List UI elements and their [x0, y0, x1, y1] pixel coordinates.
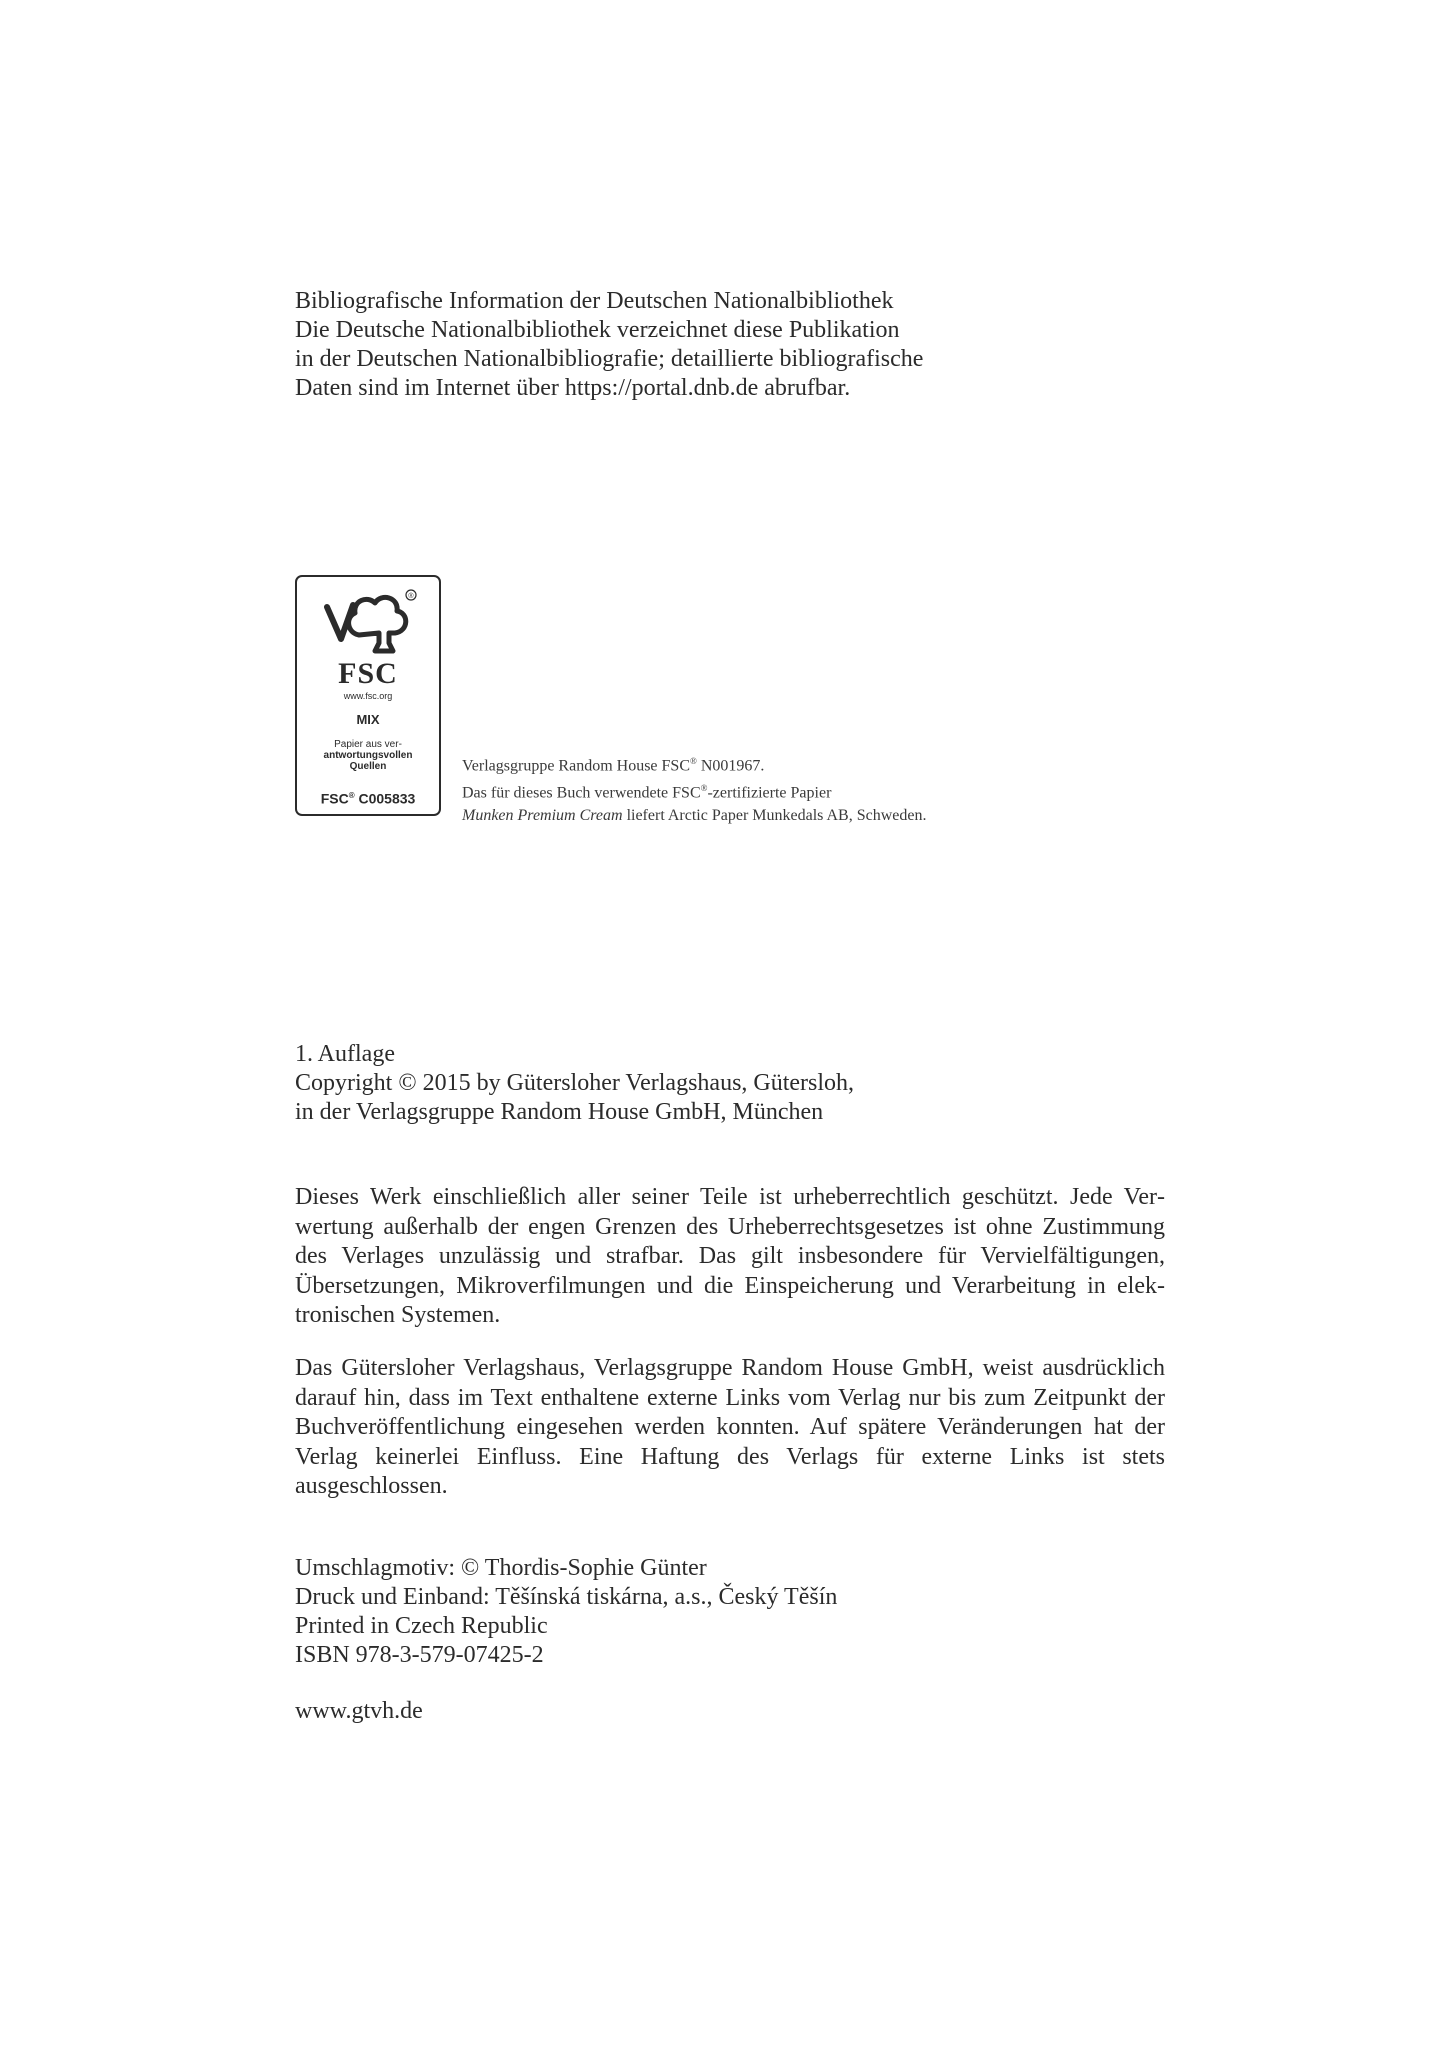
fsc-url: www.fsc.org — [343, 691, 393, 701]
biblio-line: Daten sind im Internet über https://portal.dnb.de abrufbar. — [295, 375, 851, 401]
fsc-mix-label: MIX — [356, 712, 380, 727]
fsc-tree-icon — [319, 587, 419, 659]
fsc-caption-line-2: Das für dieses Buch verwendete FSC®-zertifizierte Papier — [462, 783, 832, 802]
fsc-desc-line: Quellen — [349, 761, 387, 772]
print-credit: Druck und Einband: Těšínská tiskárna, a.s., Český Těšín — [295, 1584, 838, 1610]
fsc-caption — [462, 750, 926, 827]
legal-paragraph-copyright: Dieses Werk einschließlich aller seiner Teile ist urheberrechtlich geschützt. Jede Verwertung außerhalb der engen Grenzen des Urheberrechtsgesetzes ist ohne Zustimmung des Verlages unzulässig und strafbar. Das gilt insbesondere für Vervielfältigungen, Übersetzungen, Mikroverfilmungen und die Einspeicherung und Verarbeitung in elektronischen Systemen. — [295, 1184, 1165, 1328]
website-url: www.gtvh.de — [295, 1698, 423, 1724]
biblio-line: Die Deutsche Nationalbibliothek verzeichnet diese Publikation — [295, 317, 900, 343]
fsc-wordmark: FSC — [338, 657, 398, 690]
paper-name: Munken Premium Cream — [462, 806, 623, 824]
fsc-desc-line: antwortungsvollen — [323, 750, 413, 761]
legal-paragraph-links: Das Gütersloher Verlagshaus, Verlagsgruppe Random House GmbH, weist ausdrücklich darauf hin, dass im Text enthaltene externe Links vom Verlag nur bis zum Zeitpunkt der Buchveröffentlichung eingesehen werden konnten. Auf spätere Veränderungen hat der Verlag keinerlei Einfluss. Eine Haftung des Verlags für externe Links ist stets ausgeschlossen. — [295, 1355, 1165, 1499]
biblio-line: Bibliografische Information der Deutschen Nationalbibliothek — [295, 288, 894, 314]
fsc-caption-line-3: Munken Premium Cream liefert Arctic Paper Munkedals AB, Schweden. — [462, 806, 927, 824]
publisher-line: in der Verlagsgruppe Random House GmbH, München — [295, 1099, 824, 1125]
bibliographic-info — [295, 287, 923, 403]
edition-line: 1. Auflage — [295, 1041, 395, 1067]
fsc-code-number: C005833 — [358, 790, 416, 807]
printed-in: Printed in Czech Republic — [295, 1613, 548, 1639]
edition-copyright — [295, 1040, 854, 1127]
biblio-line: in der Deutschen Nationalbibliografie; detaillierte bibliografische — [295, 346, 924, 372]
fsc-description — [301, 739, 435, 772]
fsc-code-mark: ® — [348, 791, 355, 800]
fsc-caption-line-1: Verlagsgruppe Random House FSC® N001967. — [462, 756, 765, 775]
credits — [295, 1554, 837, 1670]
registered-mark: ® — [408, 593, 414, 600]
fsc-code-prefix: FSC — [320, 790, 349, 807]
cover-credit: Umschlagmotiv: © Thordis-Sophie Günter — [295, 1555, 707, 1581]
fsc-license-code — [297, 788, 439, 807]
fsc-desc-line: Papier aus ver- — [334, 739, 402, 750]
isbn: ISBN 978-3-579-07425-2 — [295, 1642, 544, 1668]
fsc-logo — [295, 575, 441, 816]
copyright-line: Copyright © 2015 by Gütersloher Verlagshaus, Gütersloh, — [295, 1070, 855, 1096]
